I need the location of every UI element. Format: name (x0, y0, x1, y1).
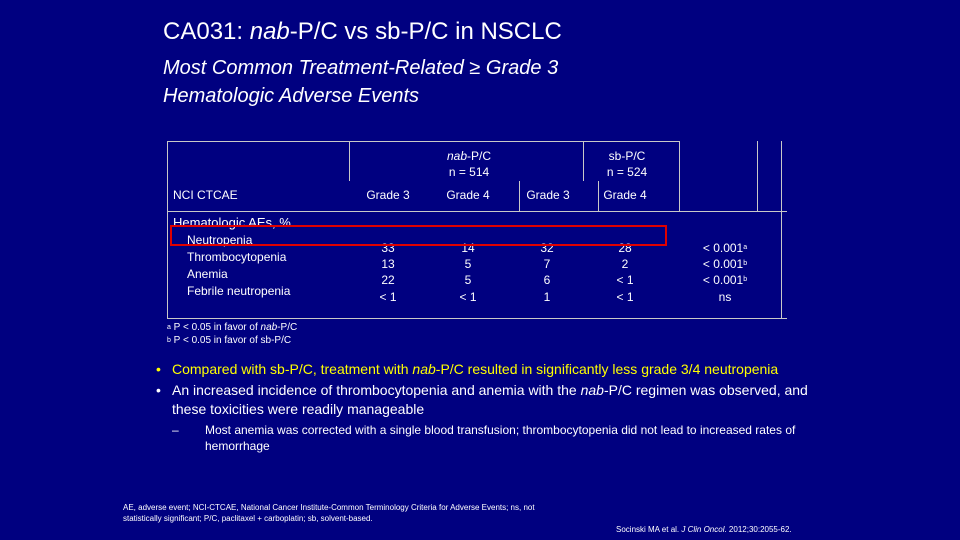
citation: Socinski MA et al. J Clin Oncol. 2012;30:2055-62. (616, 525, 792, 534)
p-value: < 0.001$^a$ (702, 241, 748, 255)
table-cell: 28 (618, 241, 632, 255)
nci-ctcae-label: NCI CTCAE (173, 188, 238, 202)
table-cell: < 1 (616, 290, 634, 304)
grade-3-header-sb: Grade 3 (526, 188, 570, 202)
bullet-dot-icon: • (156, 361, 161, 377)
table-cell: < 1 (616, 273, 634, 287)
p-value: ns (718, 290, 732, 304)
table-notes: $^a$ P < 0.05 in favor of nab-P/C $^b$ P < 0.05 in favor of sb-P/C (167, 322, 298, 346)
table-cell: 2 (621, 257, 629, 271)
table-cell: 32 (540, 241, 554, 255)
nab-pc-group-header: nab-P/C n = 514 (446, 149, 492, 179)
slide-title: CA031: nab-P/C vs sb-P/C in NSCLC (163, 18, 562, 45)
sub-bullet-anemia: – Most anemia was corrected with a single blood transfusion; thrombocytopenia did not lead to increased rates of hemorrhage (172, 423, 796, 453)
adverse-events-table (167, 141, 787, 319)
table-cell: 6 (543, 273, 551, 287)
table-cell: 5 (464, 257, 472, 271)
key-findings-list (150, 360, 820, 454)
table-cell: 22 (381, 273, 395, 287)
row-label-anemia: Anemia (187, 267, 228, 281)
abbreviations-footnote: AE, adverse event; NCI-CTCAE, National Cancer Institute-Common Terminology Criteria for Adverse Events; ns, not statistically significant; P/C, paclitaxel + carboplatin; sb, solvent-based. (123, 503, 535, 523)
table-cell: 33 (381, 241, 395, 255)
p-value: < 0.001$^b$ (702, 273, 748, 287)
bullet-neutropenia-finding: • Compared with sb-P/C, treatment with nab-P/C resulted in significantly less grade 3/4 neutropenia (156, 361, 779, 377)
neutropenia-highlight-box (170, 225, 667, 246)
table-cell: < 1 (379, 290, 397, 304)
slide-subtitle: Most Common Treatment-Related ≥ Grade 3 Hematologic Adverse Events (163, 57, 559, 107)
dash-icon: – (172, 423, 179, 437)
table-cell: 5 (464, 273, 472, 287)
hematologic-aes-label: Hematologic AEs, % (173, 215, 291, 230)
table-cell: 7 (543, 257, 551, 271)
grade-3-header-nab: Grade 3 (366, 188, 410, 202)
sb-pc-group-header: sb-P/C n = 524 (606, 149, 648, 179)
table-cell: 14 (461, 241, 475, 255)
row-label-thrombocytopenia: Thrombocytopenia (187, 250, 287, 264)
p-value: < 0.001$^b$ (702, 257, 748, 271)
table-cell: 13 (381, 257, 395, 271)
table-cell: 1 (543, 290, 551, 304)
row-label-febrile-neutropenia: Febrile neutropenia (187, 284, 291, 298)
bullet-toxicity-finding: • An increased incidence of thrombocytopenia and anemia with the nab-P/C regimen was observed, and these toxicities were readily manageable (156, 382, 808, 417)
row-label-neutropenia: Neutropenia (187, 233, 253, 247)
bullet-dot-icon: • (156, 382, 161, 398)
table-cell: < 1 (459, 290, 477, 304)
grade-4-header-sb: Grade 4 (603, 188, 647, 202)
grade-4-header-nab: Grade 4 (446, 188, 490, 202)
